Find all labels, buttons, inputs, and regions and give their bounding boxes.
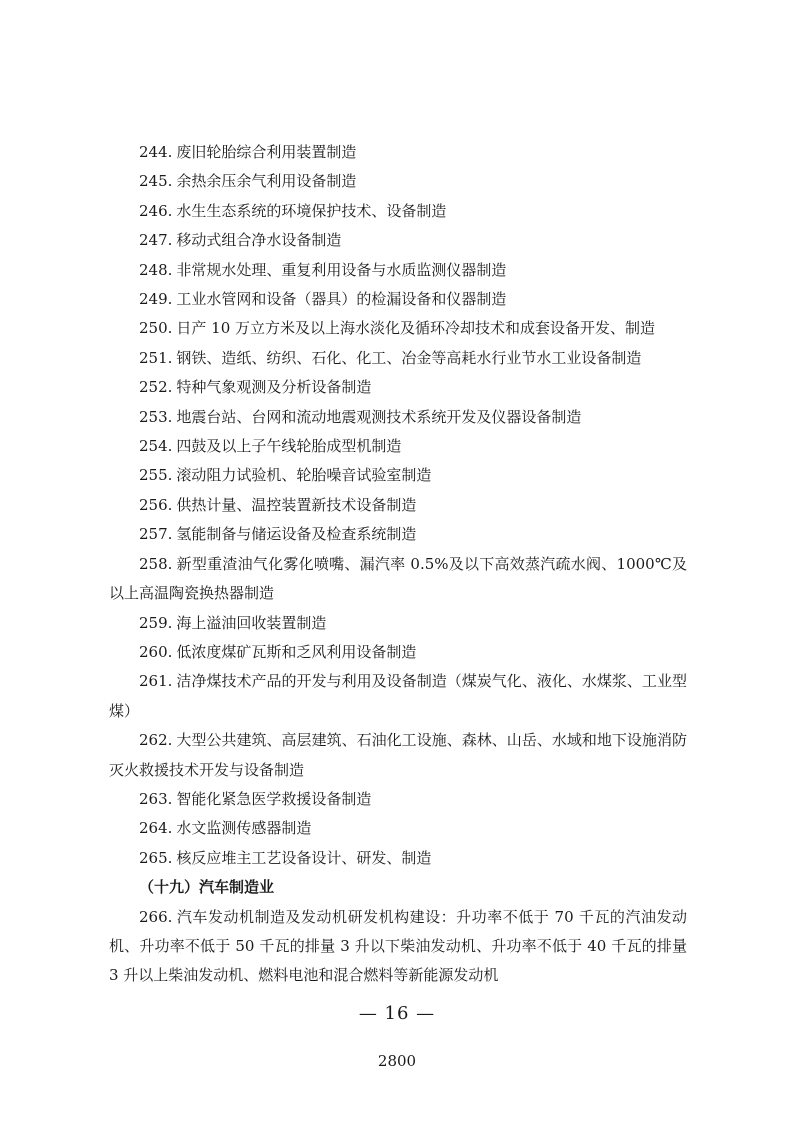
item-text: 滚动阻力试验机、轮胎噪音试验室制造 <box>176 466 432 485</box>
item-text: 余热余压余气利用设备制造 <box>176 172 357 191</box>
list-item <box>109 138 687 167</box>
item-text: 日产 10 万立方米及以上海水淡化及循环冷却技术和成套设备开发、制造 <box>176 319 656 338</box>
page-number: — 16 — <box>358 1003 436 1024</box>
item-number: 258. <box>139 554 173 573</box>
item-number: 251. <box>139 348 173 367</box>
list-item <box>109 403 687 432</box>
item-text: 低浓度煤矿瓦斯和乏风利用设备制造 <box>176 642 417 661</box>
list-item <box>109 197 687 226</box>
list-item <box>109 373 687 402</box>
list-item <box>109 726 687 785</box>
section-heading: （十九）汽车制造业 <box>139 878 275 897</box>
item-text: 汽车发动机制造及发动机研发机构建设：升功率不低于 70 千瓦的汽油发动机、升功率不低于 50 千瓦的排量 3 升以下柴油发动机、升功率不低于 40 千瓦的排量 3 升以上柴油发动机、燃料电池和混合燃料等新能源发动机 <box>109 907 687 985</box>
item-number: 252. <box>139 378 173 397</box>
item-text: 四鼓及以上子午线轮胎成型机制造 <box>176 437 402 456</box>
item-text: 供热计量、温控装置新技术设备制造 <box>176 495 417 514</box>
item-number: 246. <box>139 201 173 220</box>
item-text: 核反应堆主工艺设备设计、研发、制造 <box>176 848 432 867</box>
list-item <box>109 785 687 814</box>
item-number: 255. <box>139 466 173 485</box>
item-text: 特种气象观测及分析设备制造 <box>176 378 372 397</box>
catalog-list-continued <box>109 903 687 991</box>
item-text: 工业水管网和设备（器具）的检漏设备和仪器制造 <box>176 290 507 309</box>
item-number: 262. <box>139 731 173 750</box>
page-content <box>109 138 687 991</box>
catalog-list <box>109 138 687 873</box>
item-text: 地震台站、台网和流动地震观测技术系统开发及仪器设备制造 <box>176 407 582 426</box>
list-item <box>109 432 687 461</box>
list-item <box>109 814 687 843</box>
list-item <box>109 226 687 255</box>
list-item <box>109 903 687 991</box>
item-number: 260. <box>139 642 173 661</box>
item-number: 257. <box>139 525 173 544</box>
list-item <box>109 638 687 667</box>
item-number: 244. <box>139 143 173 161</box>
item-number: 250. <box>139 319 173 338</box>
list-item <box>109 667 687 726</box>
item-text: 移动式组合净水设备制造 <box>176 231 342 250</box>
item-text: 废旧轮胎综合利用装置制造 <box>176 143 357 161</box>
list-item <box>109 844 687 873</box>
footer-code: 2800 <box>377 1052 417 1070</box>
item-text: 海上溢油回收装置制造 <box>176 613 327 632</box>
list-item <box>109 520 687 549</box>
item-number: 265. <box>139 848 173 867</box>
list-item <box>109 491 687 520</box>
item-text: 非常规水处理、重复利用设备与水质监测仪器制造 <box>176 260 507 279</box>
list-item <box>109 461 687 490</box>
item-text: 大型公共建筑、高层建筑、石油化工设施、森林、山岳、水域和地下设施消防灭火救援技术开发与设备制造 <box>109 731 687 779</box>
item-number: 253. <box>139 407 173 426</box>
list-item <box>109 609 687 638</box>
item-text: 水生生态系统的环境保护技术、设备制造 <box>176 201 447 220</box>
list-item <box>109 314 687 343</box>
list-item <box>109 344 687 373</box>
item-number: 245. <box>139 172 173 191</box>
list-item <box>109 550 687 609</box>
item-number: 266. <box>139 907 173 926</box>
item-number: 248. <box>139 260 173 279</box>
list-item <box>109 167 687 196</box>
item-number: 256. <box>139 495 173 514</box>
item-text: 新型重渣油气化雾化喷嘴、漏汽率 0.5%及以下高效蒸汽疏水阀、1000℃及以上高温陶瓷换热器制造 <box>109 554 687 603</box>
item-number: 261. <box>139 672 173 691</box>
list-item <box>109 285 687 314</box>
item-text: 水文监测传感器制造 <box>176 819 312 838</box>
item-text: 洁净煤技术产品的开发与利用及设备制造（煤炭气化、液化、水煤浆、工业型煤） <box>109 672 687 720</box>
item-number: 264. <box>139 819 173 838</box>
item-number: 259. <box>139 613 173 632</box>
item-text: 智能化紧急医学救援设备制造 <box>176 789 372 808</box>
item-number: 249. <box>139 290 173 309</box>
item-number: 254. <box>139 437 173 456</box>
item-text: 钢铁、造纸、纺织、石化、化工、冶金等高耗水行业节水工业设备制造 <box>176 348 642 367</box>
list-item <box>109 256 687 285</box>
item-text: 氢能制备与储运设备及检查系统制造 <box>176 525 417 544</box>
item-number: 247. <box>139 231 173 250</box>
item-number: 263. <box>139 789 173 808</box>
